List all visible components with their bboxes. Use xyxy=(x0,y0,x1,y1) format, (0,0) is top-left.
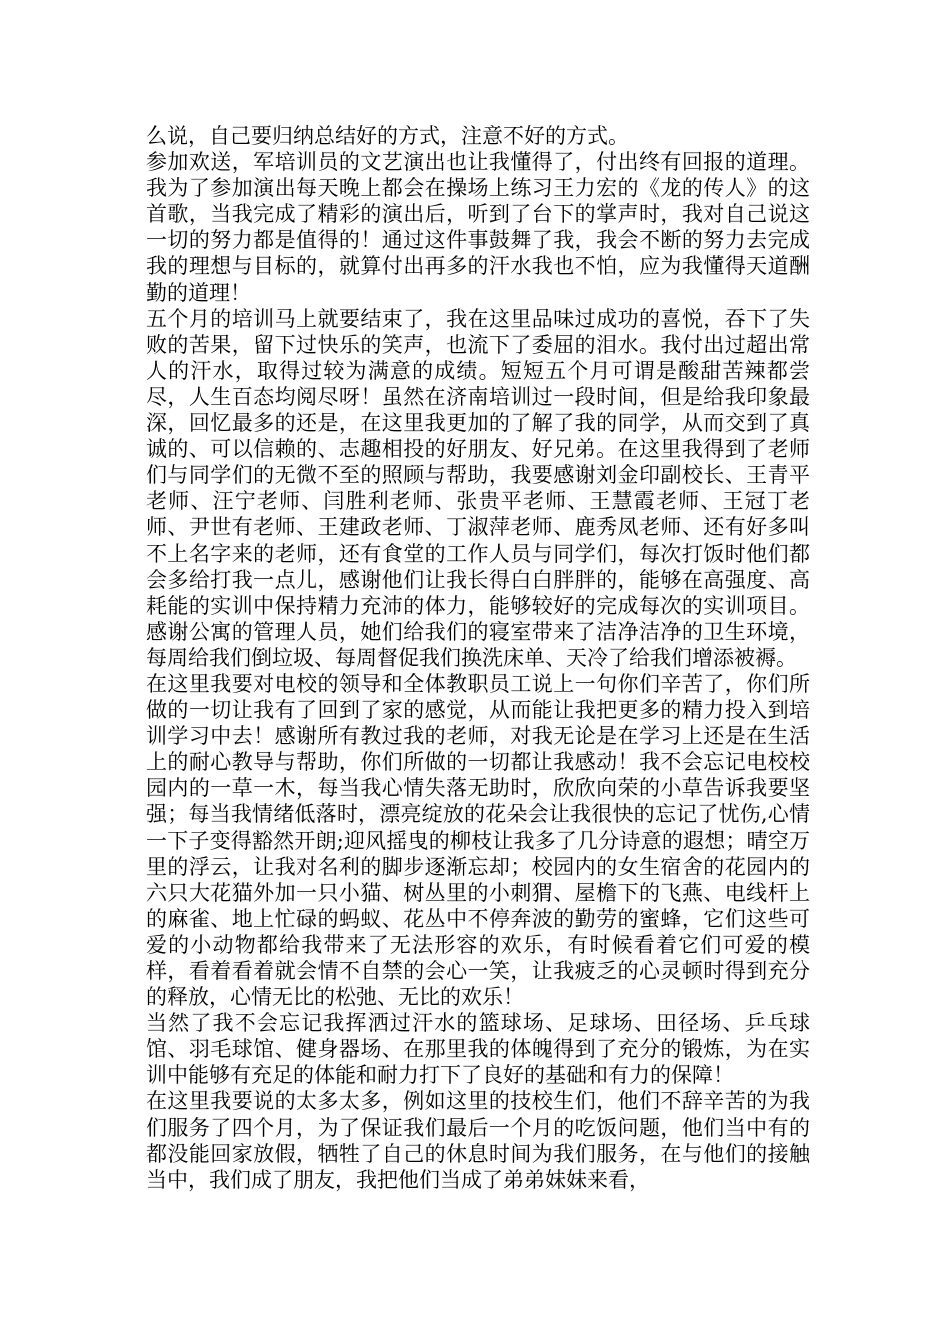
paragraph-5: 当然了我不会忘记我挥洒过汗水的篮球场、足球场、田径场、乒乓球馆、羽毛球馆、健身器场、在那里我的体魄得到了充分的锻炼，为在实训中能够有充足的体能和耐力打下了良好的基础和有力的保障！ xyxy=(146,1011,810,1088)
paragraph-2: 参加欢送，军培训员的文艺演出也让我懂得了，付出终有回报的道理。我为了参加演出每天晚上都会在操场上练习王力宏的《龙的传人》的这首歌，当我完成了精彩的演出后，听到了台下的掌声时，我对自己说这一切的努力都是值得的！通过这件事鼓舞了我，我会不断的努力去完成我的理想与目标的，就算付出再多的汗水我也不怕，应为我懂得天道酬勤的道理！ xyxy=(146,150,810,305)
document-page xyxy=(146,123,810,1193)
paragraph-6: 在这里我要说的太多太多，例如这里的技校生们，他们不辞辛苦的为我们服务了四个月，为了保证我们最后一个月的吃饭问题，他们当中有的都没能回家放假，牺牲了自己的休息时间为我们服务，在与他们的接触当中，我们成了朋友，我把他们当成了弟弟妹妹来看， xyxy=(146,1089,810,1192)
paragraph-3: 五个月的培训马上就要结束了，我在这里品味过成功的喜悦，吞下了失败的苦果，留下过快乐的笑声，也流下了委屈的泪水。我付出过超出常人的汗水，取得过较为满意的成绩。短短五个月可谓是酸甜苦辣都尝尽，人生百态均阅尽呀！虽然在济南培训过一段时间，但是给我印象最深，回忆最多的还是，在这里我更加的了解了我的同学，从而交到了真诚的、可以信赖的、志趣相投的好朋友、好兄弟。在这里我得到了老师们与同学们的无微不至的照顾与帮助，我要感谢刘金印副校长、王青平老师、汪宁老师、闫胜利老师、张贵平老师、王慧霞老师、王冠丁老师、尹世有老师、王建政老师、丁淑萍老师、鹿秀凤老师、还有好多叫不上名字来的老师，还有食堂的工作人员与同学们，每次打饭时他们都会多给打我一点儿，感谢他们让我长得白白胖胖的，能够在高强度、高耗能的实训中保持精力充沛的体力，能够较好的完成每次的实训项目。感谢公寓的管理人员，她们给我们的寝室带来了洁净洁净的卫生环境，每周给我们倒垃圾、每周督促我们换洗床单、天冷了给我们增添被褥。 xyxy=(146,306,810,670)
paragraph-1: 么说，自己要归纳总结好的方式，注意不好的方式。 xyxy=(146,124,629,148)
paragraph-4: 在这里我要对电校的领导和全体教职员工说上一句你们辛苦了，你们所做的一切让我有了回到了家的感觉，从而能让我把更多的精力投入到培训学习中去！感谢所有教过我的老师，对我无论是在学习上还是在生活上的耐心教导与帮助，你们所做的一切都让我感动！我不会忘记电校校园内的一草一木，每当我心情失落无助时，欣欣向荣的小草告诉我要坚强；每当我情绪低落时，漂亮绽放的花朵会让我很快的忘记了忧伤,心情一下子变得豁然开朗;迎风摇曳的柳枝让我多了几分诗意的遐想；晴空万里的浮云，让我对名利的脚步逐渐忘却；校园内的女生宿舍的花园内的六只大花猫外加一只小猫、树丛里的小刺猬、屋檐下的飞燕、电线杆上的麻雀、地上忙碌的蚂蚁、花丛中不停奔波的勤劳的蜜蜂，它们这些可爱的小动物都给我带来了无法形容的欢乐，有时候看着它们可爱的模样，看着看着就会情不自禁的会心一笑，让我疲乏的心灵顿时得到充分的释放，心情无比的松弛、无比的欢乐！ xyxy=(146,671,810,1010)
